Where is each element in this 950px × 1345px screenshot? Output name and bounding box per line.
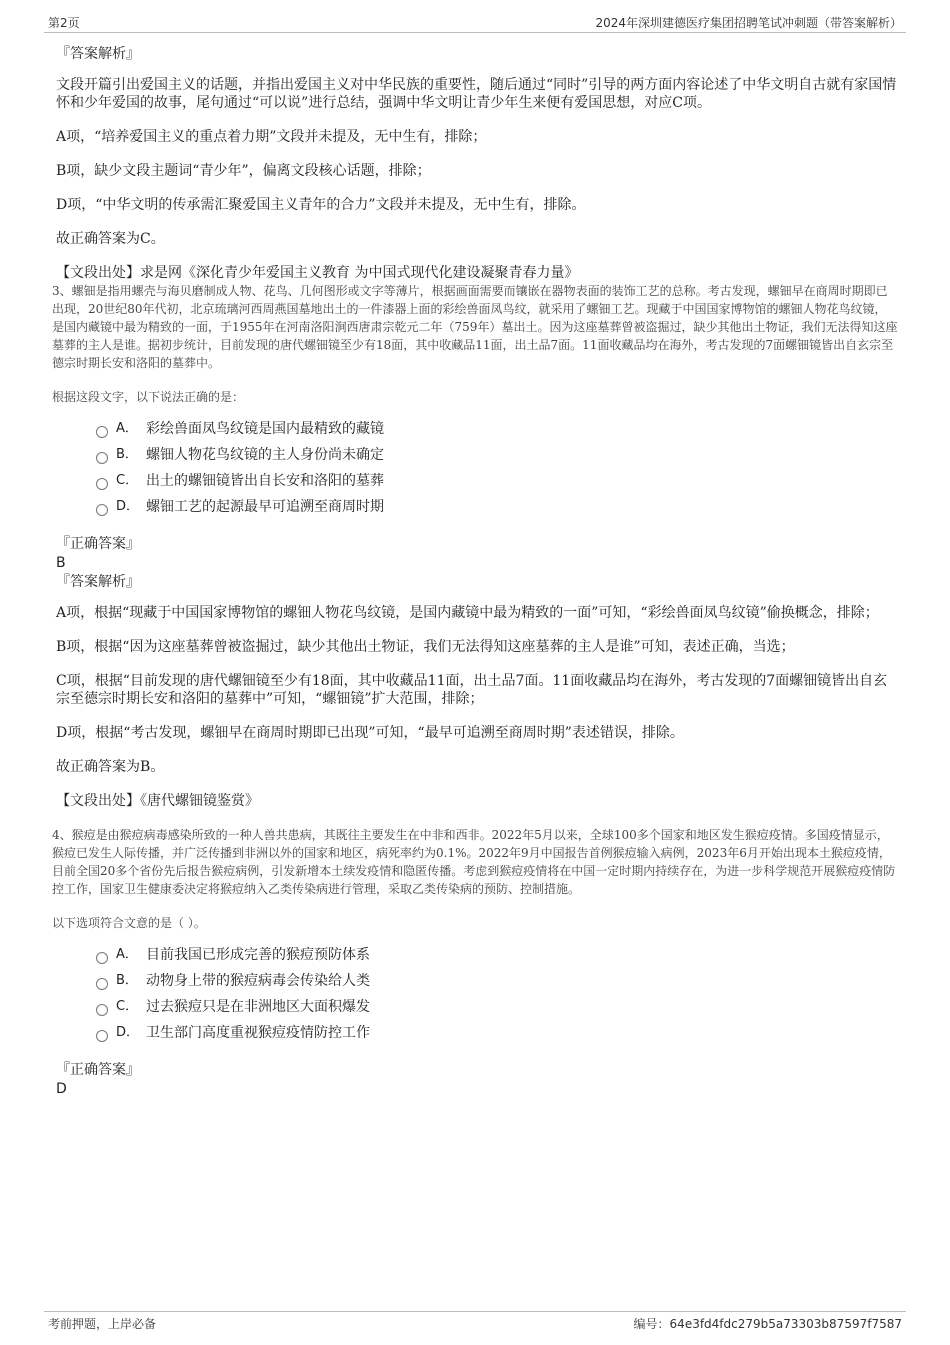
option-text: 彩绘兽面凤鸟纹镜是国内最精致的藏镜 xyxy=(146,421,384,437)
question-4-options xyxy=(96,946,898,1050)
question-3-passage: 3、螺钿是指用螺壳与海贝磨制成人物、花鸟、几何图形或文字等薄片，根据画面需要而镶嵌在器物表面的装饰工艺的总称。考古发现，螺钿早在商周时期即已出现，20世纪80年代初，北京琉璃河西周燕国墓地出土的一件漆器上面的彩绘兽面凤鸟纹，就采用了螺钿工艺。现藏于中国国家博物馆的螺钿人物花鸟纹镜，是国内藏镜中最为精致的一面，于1955年在河南洛阳涧西唐肃宗乾元二年（759年）墓出土。因为这座墓葬曾被盗掘过，缺少其他出土物证，我们无法得知这座墓葬的主人是谁。据初步统计，目前发现的唐代螺钿镜至少有18面，其中收藏品11面，出土品7面。11面收藏品均在海外，考古发现的7面螺钿镜皆出自玄宗至德宗时期长安和洛阳的墓葬中。 xyxy=(52,284,898,370)
option-a[interactable]: A． 目前我国已形成完善的猴痘预防体系 xyxy=(96,946,898,972)
radio-icon[interactable] xyxy=(96,452,108,464)
page-header xyxy=(44,14,906,33)
option-d[interactable]: D． 螺钿工艺的起源最早可追溯至商周时期 xyxy=(96,498,898,524)
option-text: 卫生部门高度重视猴痘疫情防控工作 xyxy=(146,1025,370,1041)
option-text: 目前我国已形成完善的猴痘预防体系 xyxy=(146,947,370,963)
correct-answer-label: 『正确答案』 xyxy=(56,536,140,552)
option-c[interactable]: C． 出土的螺钿镜皆出自长安和洛阳的墓葬 xyxy=(96,472,898,498)
option-text: 螺钿人物花鸟纹镜的主人身份尚未确定 xyxy=(146,447,384,463)
correct-answer: D xyxy=(56,1081,67,1097)
analysis-conclusion: 故正确答案为B。 xyxy=(56,759,165,775)
radio-icon[interactable] xyxy=(96,504,108,516)
analysis-conclusion: 故正确答案为C。 xyxy=(56,231,165,247)
question-4-passage: 4、猴痘是由猴痘病毒感染所致的一种人兽共患病，其既往主要发生在中非和西非。2022年5月以来，全球100多个国家和地区发生猴痘疫情。多国疫情显示，猴痘已发生人际传播，并广泛传播到非洲以外的国家和地区，病死率约为0.1%。2022年9月中国报告首例猴痘输入病例，2023年6月开始出现本土猴痘疫情，目前全国20多个省份先后报告猴痘病例，引发新增本土续发疫情和隐匿传播。考虑到猴痘疫情将在中国一定时期内持续存在，为进一步科学规范开展猴痘疫情防控工作，国家卫生健康委决定将猴痘纳入乙类传染病进行管理，采取乙类传染病的预防、控制措施。 xyxy=(52,828,896,896)
radio-icon[interactable] xyxy=(96,1030,108,1042)
analysis-item-a: A项，根据“现藏于中国国家博物馆的螺钿人物花鸟纹镜，是国内藏镜中最为精致的一面”可知，“彩绘兽面凤鸟纹镜”偷换概念，排除； xyxy=(56,605,879,621)
analysis-label: 『答案解析』 xyxy=(56,574,140,590)
option-b[interactable]: B． 动物身上带的猴痘病毒会传染给人类 xyxy=(96,972,898,998)
option-d[interactable]: D． 卫生部门高度重视猴痘疫情防控工作 xyxy=(96,1024,898,1050)
analysis-item-d: D项，“中华文明的传承需汇聚爱国主义青年的合力”文段并未提及，无中生有，排除。 xyxy=(56,197,586,213)
correct-answer: B xyxy=(56,555,66,571)
option-b[interactable]: B． 螺钿人物花鸟纹镜的主人身份尚未确定 xyxy=(96,446,898,472)
question-3-options xyxy=(96,420,898,524)
option-text: 螺钿工艺的起源最早可追溯至商周时期 xyxy=(146,499,384,515)
analysis-item-b: B项，根据“因为这座墓葬曾被盗掘过，缺少其他出土物证，我们无法得知这座墓葬的主人是谁”可知，表述正确，当选； xyxy=(56,639,795,655)
radio-icon[interactable] xyxy=(96,1004,108,1016)
analysis-item-b: B项，缺少文段主题词“青少年”，偏离文段核心话题，排除； xyxy=(56,163,431,179)
radio-icon[interactable] xyxy=(96,478,108,490)
option-text: 动物身上带的猴痘病毒会传染给人类 xyxy=(146,973,370,989)
analysis-item-d: D项，根据“考古发现，螺钿早在商周时期即已出现”可知，“最早可追溯至商周时期”表述错误，排除。 xyxy=(56,725,684,741)
analysis-item-a: A项，“培养爱国主义的重点着力期”文段并未提及，无中生有，排除； xyxy=(56,129,487,145)
radio-icon[interactable] xyxy=(96,978,108,990)
option-c[interactable]: C． 过去猴痘只是在非洲地区大面积爆发 xyxy=(96,998,898,1024)
option-text: 出土的螺钿镜皆出自长安和洛阳的墓葬 xyxy=(146,473,384,489)
passage-source: 【文段出处】求是网《深化青少年爱国主义教育 为中国式现代化建设凝聚青春力量》 xyxy=(56,265,579,281)
radio-icon[interactable] xyxy=(96,426,108,438)
radio-icon[interactable] xyxy=(96,952,108,964)
analysis-item-c: C项，根据“目前发现的唐代螺钿镜至少有18面，其中收藏品11面，出土品7面。11面收藏品均在海外，考古发现的7面螺钿镜皆出自玄宗至德宗时期长安和洛阳的墓葬中”可知，“螺钿镜”扩大范围，排除； xyxy=(56,673,888,707)
analysis-text: 文段开篇引出爱国主义的话题，并指出爱国主义对中华民族的重要性，随后通过“同时”引导的两方面内容论述了中华文明自古就有家国情怀和少年爱国的故事，尾句通过“可以说”进行总结，强调中华文明让青少年生来便有爱国思想，对应C项。 xyxy=(56,77,897,111)
option-text: 过去猴痘只是在非洲地区大面积爆发 xyxy=(146,999,370,1015)
passage-source: 【文段出处】《唐代螺钿镜鉴赏》 xyxy=(56,793,259,809)
option-a[interactable]: A． 彩绘兽面凤鸟纹镜是国内最精致的藏镜 xyxy=(96,420,898,446)
page-number: 第2页 xyxy=(48,16,80,30)
question-3-prompt: 根据这段文字，以下说法正确的是： xyxy=(52,390,245,404)
correct-answer-label: 『正确答案』 xyxy=(56,1062,140,1078)
question-4-prompt: 以下选项符合文意的是（ ）。 xyxy=(52,916,206,930)
page-content xyxy=(52,44,898,1098)
analysis-label: 『答案解析』 xyxy=(56,46,140,62)
page-footer xyxy=(44,1311,906,1332)
document-code: 编号：64e3fd4fdc279b5a73303b87597f7587 xyxy=(633,1317,902,1331)
document-title: 2024年深圳建德医疗集团招聘笔试冲刺题（带答案解析） xyxy=(595,16,902,30)
footer-slogan: 考前押题，上岸必备 xyxy=(48,1317,157,1331)
